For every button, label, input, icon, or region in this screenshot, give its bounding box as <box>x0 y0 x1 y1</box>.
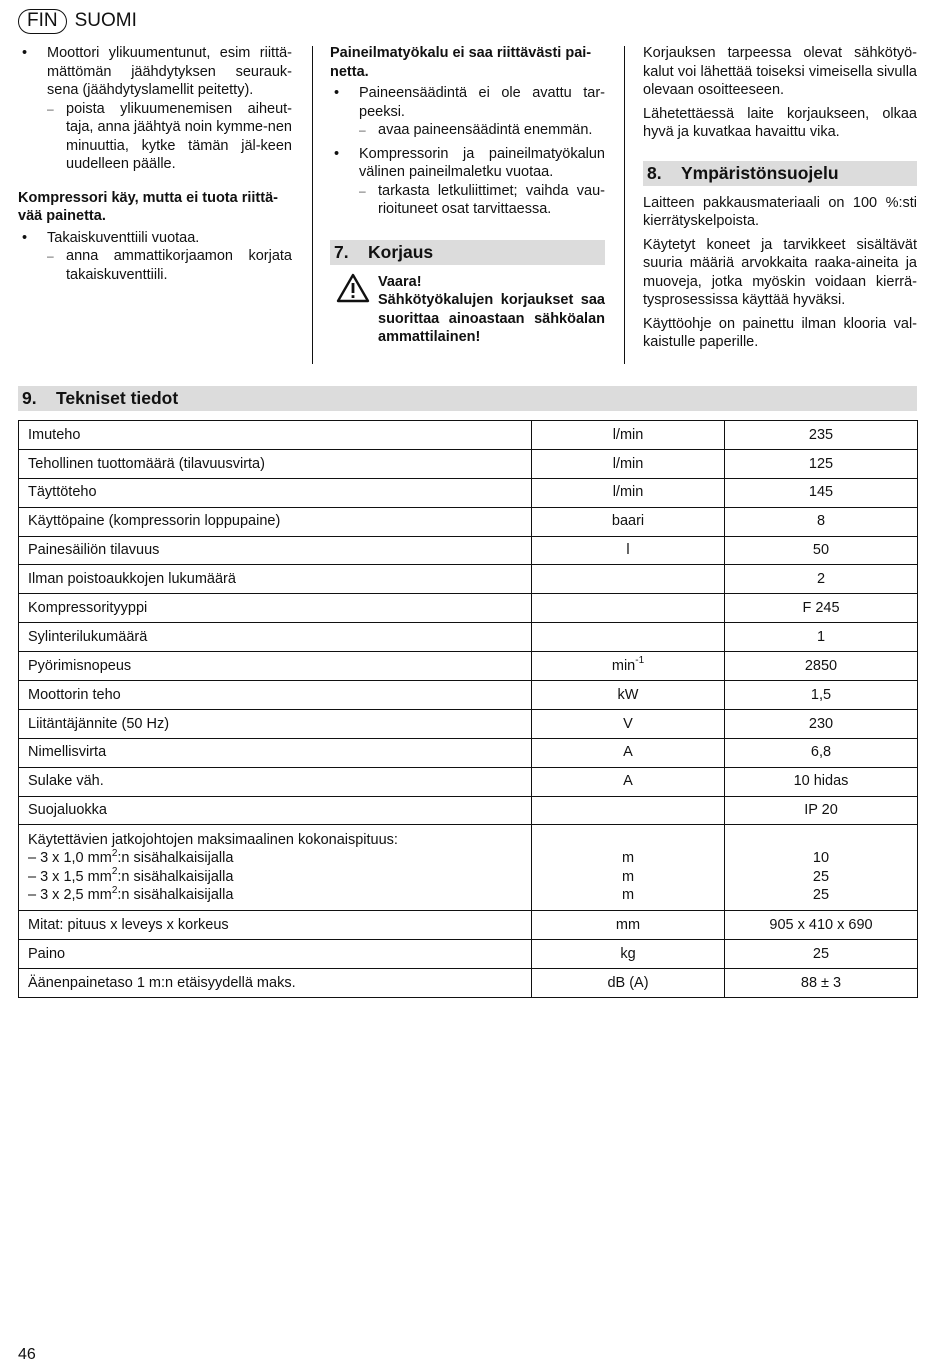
table-row <box>19 623 918 652</box>
spec-value: IP 20 <box>725 796 918 825</box>
table-row-cable-lengths <box>19 825 918 911</box>
table-row <box>19 565 918 594</box>
spec-unit: dB (A) <box>532 969 725 998</box>
paragraph: Käyttöohje on painettu ilman klooria val-kaistulle paperille. <box>643 315 917 350</box>
spec-unit: l/min <box>532 449 725 478</box>
spec-value: 235 <box>725 421 918 450</box>
spec-unit: kW <box>532 681 725 710</box>
spec-unit <box>532 825 725 911</box>
cable-heading: Käytettävien jatkojohtojen maksimaalinen kokonaispituus: <box>28 831 398 848</box>
spec-value: F 245 <box>725 594 918 623</box>
spec-label: Käyttöpaine (kompressorin loppupaine) <box>19 507 532 536</box>
section-number: 7. <box>334 241 349 262</box>
cable-unit: m <box>621 887 635 904</box>
spec-value: 25 <box>725 940 918 969</box>
section-heading-repair <box>330 240 605 265</box>
spec-label <box>19 825 532 911</box>
unit-exponent: 2 <box>111 884 118 896</box>
table-row <box>19 478 918 507</box>
unit-exponent: -1 <box>635 654 645 666</box>
section-heading-environment <box>643 161 917 186</box>
table-row <box>19 536 918 565</box>
cable-size: – 3 x 1,5 mm <box>28 868 112 885</box>
spec-label: Kompressorityyppi <box>19 594 532 623</box>
spec-value <box>725 825 918 911</box>
dash-item: – poista ylikuumenemisen aiheut-taja, anna jäähtyä noin kymme-nen minuuttia, kytke tämän jäl-keen uudelleen päälle. <box>18 100 292 174</box>
cable-suffix: :n sisähalkaisijalla <box>117 887 234 904</box>
spec-label: Pyörimisnopeus <box>19 652 532 681</box>
language-title: SUOMI <box>74 10 137 31</box>
spec-value: 2850 <box>725 652 918 681</box>
spec-unit <box>532 652 725 681</box>
problem-heading: Paineilmatyökalu ei saa riittävästi pai-netta. <box>330 45 592 80</box>
spec-unit: l/min <box>532 421 725 450</box>
spec-unit: l <box>532 536 725 565</box>
cable-line <box>28 868 522 887</box>
spec-label: Ilman poistoaukkojen lukumäärä <box>19 565 532 594</box>
cable-size: – 3 x 1,0 mm <box>28 850 112 867</box>
cable-line <box>28 886 522 905</box>
table-row <box>19 709 918 738</box>
warning-title: Vaara! <box>378 273 422 290</box>
spec-value: 2 <box>725 565 918 594</box>
table-row <box>19 940 918 969</box>
column-troubleshooting-2 <box>330 44 605 347</box>
table-row <box>19 911 918 940</box>
table-row <box>19 969 918 998</box>
unit-exponent: 2 <box>111 847 118 859</box>
cable-value: 10 <box>812 850 830 867</box>
table-row <box>19 421 918 450</box>
cable-unit: m <box>621 868 635 885</box>
section-heading-specs <box>18 386 917 411</box>
section-number: 8. <box>647 162 662 183</box>
section-title: Korjaus <box>368 241 434 262</box>
column-repair-environment <box>643 44 917 357</box>
spec-value: 145 <box>725 478 918 507</box>
table-row <box>19 738 918 767</box>
section-title: Ympäristönsuojelu <box>681 162 839 183</box>
spec-value: 1 <box>725 623 918 652</box>
spec-unit: baari <box>532 507 725 536</box>
spec-label: Täyttöteho <box>19 478 532 507</box>
cable-value: 25 <box>812 868 830 885</box>
spec-value: 88 ± 3 <box>725 969 918 998</box>
spec-value: 125 <box>725 449 918 478</box>
spec-unit: l/min <box>532 478 725 507</box>
spec-unit <box>532 796 725 825</box>
warning-triangle-icon <box>336 273 370 303</box>
spec-label: Äänenpainetaso 1 m:n etäisyydellä maks. <box>19 969 532 998</box>
table-row <box>19 652 918 681</box>
spec-value: 230 <box>725 709 918 738</box>
paragraph: Käytetyt koneet ja tarvikkeet sisältävät suuria määriä arvokkaita raaka-aineita ja muoveja, jotka myöskin voidaan kierrä-tysprosessissa käyttää hyväksi. <box>643 236 917 308</box>
column-divider <box>312 46 313 364</box>
paragraph: Korjauksen tarpeessa olevat sähkötyö-kalut voi lähettää toiseksi vimeisella sivulla olevaan osoitteeseen. <box>643 45 917 98</box>
spec-label: Moottorin teho <box>19 681 532 710</box>
bullet-item: • Paineensäädintä ei ole avattu tar-peeksi. <box>330 84 605 121</box>
spec-unit: A <box>532 767 725 796</box>
spec-value: 10 hidas <box>725 767 918 796</box>
cable-suffix: :n sisähalkaisijalla <box>117 850 234 867</box>
unit-text: min <box>611 657 636 674</box>
spec-unit <box>532 594 725 623</box>
table-row <box>19 796 918 825</box>
table-row <box>19 449 918 478</box>
language-badge: FIN <box>18 9 67 34</box>
table-row <box>19 767 918 796</box>
paragraph: Laitteen pakkausmateriaali on 100 %:sti kierrätyskelpoista. <box>643 194 917 229</box>
spec-unit: kg <box>532 940 725 969</box>
spec-unit: A <box>532 738 725 767</box>
spec-value: 50 <box>725 536 918 565</box>
dash-item: – avaa paineensäädintä enemmän. <box>330 121 605 140</box>
cable-size: – 3 x 2,5 mm <box>28 887 112 904</box>
dash-item: – anna ammattikorjaamon korjata takaiskuventtiili. <box>18 247 292 284</box>
spec-label: Nimellisvirta <box>19 738 532 767</box>
column-troubleshooting-1 <box>18 44 292 284</box>
page-number: 46 <box>18 1346 36 1363</box>
cable-suffix: :n sisähalkaisijalla <box>117 868 234 885</box>
spec-unit: mm <box>532 911 725 940</box>
specs-table <box>18 420 918 998</box>
section-title: Tekniset tiedot <box>56 388 179 408</box>
spec-value: 6,8 <box>725 738 918 767</box>
unit-exponent: 2 <box>111 866 118 878</box>
spec-value: 905 x 410 x 690 <box>725 911 918 940</box>
bullet-item: • Takaiskuventtiili vuotaa. <box>18 229 292 248</box>
spec-label: Painesäiliön tilavuus <box>19 536 532 565</box>
warning-block <box>330 273 605 347</box>
spec-label: Liitäntäjännite (50 Hz) <box>19 709 532 738</box>
cable-unit: m <box>621 850 635 867</box>
problem-heading: Kompressori käy, mutta ei tuota riittä-vää painetta. <box>18 189 278 224</box>
spec-value: 1,5 <box>725 681 918 710</box>
warning-text: Sähkötyökalujen korjaukset saa suorittaa ainoastaan sähköalan ammattilainen! <box>378 292 605 345</box>
spec-label: Mitat: pituus x leveys x korkeus <box>19 911 532 940</box>
table-row <box>19 594 918 623</box>
cable-value: 25 <box>812 887 830 904</box>
spec-unit: V <box>532 709 725 738</box>
table-row <box>19 507 918 536</box>
dash-item: – tarkasta letkuliittimet; vaihda vau-rioituneet osat tarvittaessa. <box>330 182 605 219</box>
cable-line <box>28 849 522 868</box>
spec-value: 8 <box>725 507 918 536</box>
spec-unit <box>532 565 725 594</box>
spec-label: Paino <box>19 940 532 969</box>
spec-label: Tehollinen tuottomäärä (tilavuusvirta) <box>19 449 532 478</box>
page-header <box>18 8 137 34</box>
spec-label: Sulake väh. <box>19 767 532 796</box>
spec-label: Suojaluokka <box>19 796 532 825</box>
spec-label: Imuteho <box>19 421 532 450</box>
column-divider <box>624 46 625 364</box>
spec-unit <box>532 623 725 652</box>
spec-label: Sylinterilukumäärä <box>19 623 532 652</box>
bullet-item: • Kompressorin ja paineilmatyökalun välinen paineilmaletku vuotaa. <box>330 145 605 182</box>
bullet-item: • Moottori ylikuumentunut, esim riittä-mättömän jäähdytyksen seurauk-sena (jäähdytyslamellit peitetty). <box>18 44 292 100</box>
paragraph: Lähetettäessä laite korjaukseen, olkaa hyvä ja kuvatkaa havaittu vika. <box>643 105 917 140</box>
section-number: 9. <box>22 388 37 408</box>
table-row <box>19 681 918 710</box>
